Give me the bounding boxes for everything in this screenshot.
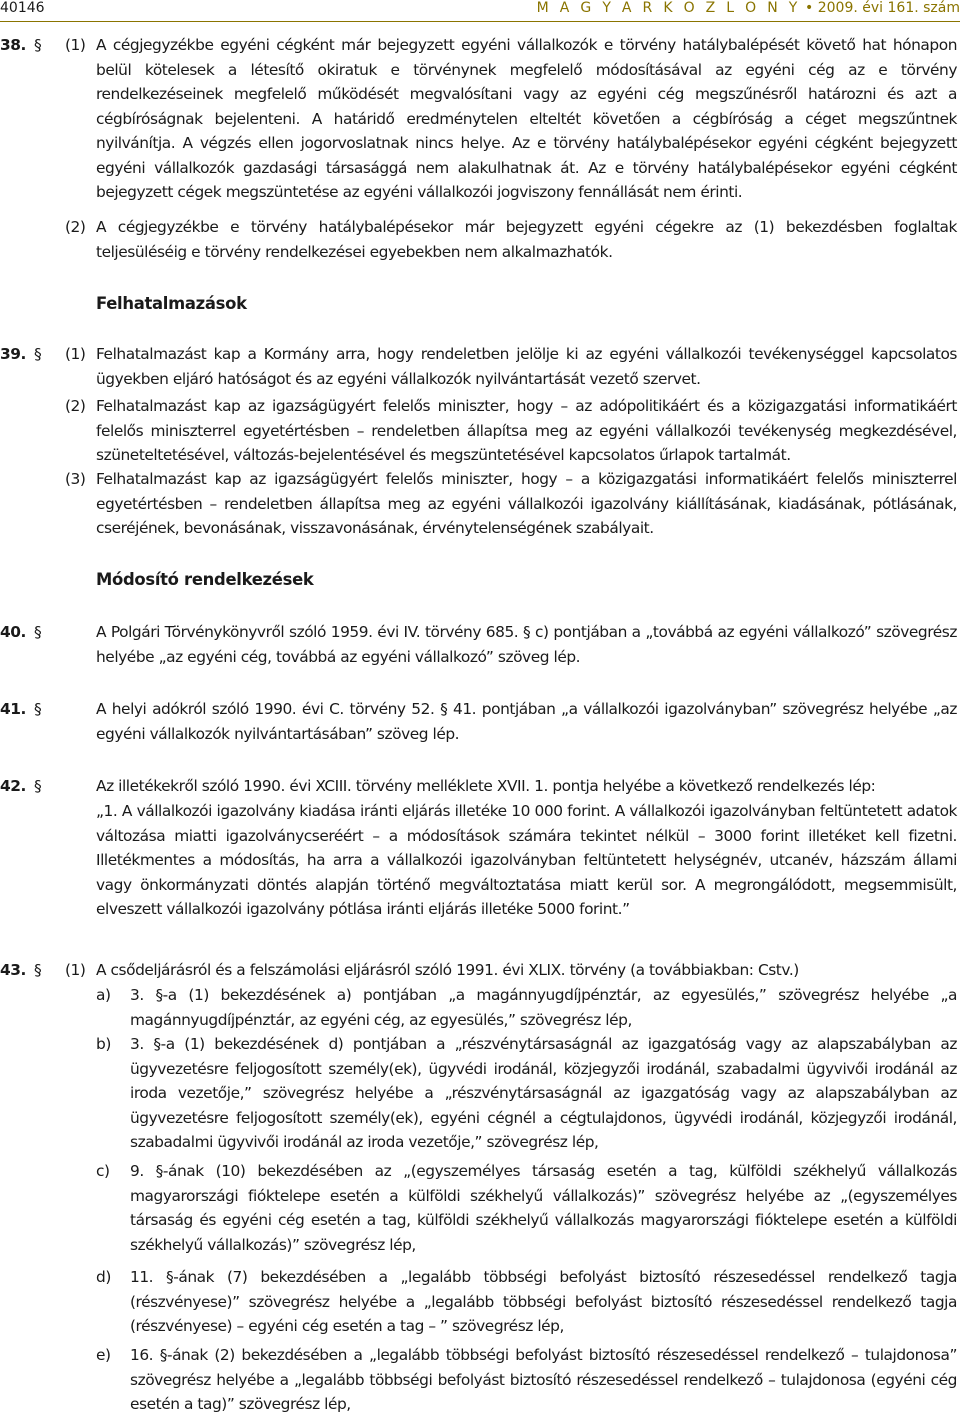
list-item: 11. §-ának (7) bekezdésében a „legalább többségi befolyást biztosító részesedéssel rendelkező tagja (részvényese)” szövegrész helyébe a „legalább többségi befolyást biztosító részesedéssel rendelkező tagja (részvényese) – egyéni cég esetén a tag – ” szövegrész lép, (130, 1268, 957, 1335)
publication-info (537, 0, 960, 16)
list-item: 3. §-a (1) bekezdésének a) pontjában „a magánnyugdíjpénztár, az egyesülés,” szövegrész helyébe „a magánnyugdíjpénztár, az egyéni cég, az egyesülés,” szövegrész lép, (130, 986, 957, 1029)
quoted-provision: „1. A vállalkozói igazolvány kiadása iránti eljárás illetéke 10 000 forint. A vállalkozói igazolványban feltüntetett adatok változása miatti igazolványcseréért – a módosítások számára tekintet nélkül – 3000 forint illetéket kell fizetni. Illetékmentes a módosítás, ha arra a vállalkozói igazolványban feltüntetett helységnév, utcanév, házszám állami vagy önkormányzati döntés alapján történő megváltoztatása miatt kerül sor. A megrongálódott, megsemmisült, elveszett vállalkozói igazolvány pótlása iránti eljárás illetéke 5000 forint.” (96, 802, 957, 918)
list-item: 3. §-a (1) bekezdésének d) pontjában a „részvénytársaságnál az igazgatóság vagy az alapszabályban az ügyvezetésre feljogosított személy(ek), ügyvédi irodánál, közjegyzői irodánál, szabadalmi ügyvivői irodánál az iroda vezetője,” szövegrész helyébe a „részvénytársaságnál az igazgatóság vagy az alapszabályban az ügyvezetésre feljogosított személy(ek), egyéni cégnél a cégtulajdonos, ügyvédi irodánál, közjegyzői irodánál, szabadalmi ügyvivői irodánál az iroda vezetője,” szövegrész lép, (130, 1035, 957, 1151)
section-sign: § (34, 345, 42, 363)
paragraph-text: Felhatalmazást kap az igazságügyért felelős miniszter, hogy – az adópolitikáért és a közigazgatási informatikáért felelős miniszterrel egyetértésben – rendeletben állapítsa meg az egyéni vállalkozói tevékenység megkezdésével, szüneteltetésével, változás-bejelentésével és megszüntetésével kapcsolatos űrlapok tartalmát. (96, 397, 957, 464)
paragraph-text: A helyi adókról szóló 1990. évi C. törvény 52. § 41. pontjában „a vállalkozói igazolványban” szövegrész helyébe „az egyéni vállalkozók nyilvántartásában” szöveg lép. (96, 700, 957, 743)
section-sign: § (34, 36, 42, 54)
paragraph-number: (1) (65, 36, 86, 54)
paragraph-text: Az illetékekről szóló 1990. évi XCIII. törvény melléklete XVII. 1. pontja helyébe a következő rendelkezés lép: (96, 777, 876, 795)
section-sign: § (34, 700, 42, 718)
paragraph-number: (2) (65, 397, 86, 415)
section-sign: § (34, 961, 42, 979)
list-item: 16. §-ának (2) bekezdésében a „legalább többségi befolyást biztosító részesedéssel rendelkező – tulajdonosa” szövegrész helyébe a „legalább többségi befolyást biztosító részesedéssel rendelkező – tulajdonosa (egyéni cég esetén a tag)” szövegrész lép, (130, 1346, 957, 1413)
item-label: d) (96, 1268, 111, 1286)
publication-name: M A G Y A R K Ö Z L Ö N Y (536, 0, 801, 16)
item-label: c) (96, 1162, 110, 1180)
paragraph-text: Felhatalmazást kap az igazságügyért felelős miniszter, hogy – a közigazgatási informatikáért felelős miniszterrel egyetértésben – rendeletben állapítsa meg az egyéni vállalkozói igazolvány kiállításának, kiadásának, pótlásának, cseréjének, bevonásának, visszavonásának, érvénytelenségének szabályait. (96, 470, 957, 537)
section-sign: § (34, 623, 42, 641)
paragraph-text: A Polgári Törvénykönyvről szóló 1959. évi IV. törvény 685. § c) pontjában a „továbbá az egyéni vállalkozó” szövegrész helyébe „az egyéni cég, továbbá az egyéni vállalkozó” szöveg lép. (96, 623, 957, 666)
paragraph-number: (1) (65, 345, 86, 363)
item-label: a) (96, 986, 111, 1004)
item-label: b) (96, 1035, 111, 1053)
section-number: 39. (0, 345, 26, 363)
page-number: 40146 (0, 0, 45, 16)
paragraph-number: (2) (65, 218, 86, 236)
paragraph-text: A cégjegyzékbe e törvény hatálybalépésekor már bejegyzett egyéni cégekre az (1) bekezdésben foglaltak teljesüléséig e törvény rendelkezései egyebekben nem alkalmazhatók. (96, 218, 957, 261)
section-title-felhatalmazasok: Felhatalmazások (96, 294, 247, 313)
list-item: 9. §-ának (10) bekezdésében az „(egyszemélyes társaság esetén a tag, külföldi székhelyű vállalkozás magyarországi fióktelepe esetén a külföldi székhelyű vállalkozás)” szövegrész helyébe az „(egyszemélyes társaság és egyéni cég esetén a tag, külföldi székhelyű vállalkozás magyarországi fióktelepe esetén a külföldi székhelyű vállalkozás)” szövegrész lép, (130, 1162, 957, 1254)
section-number: 41. (0, 700, 26, 718)
item-label: e) (96, 1346, 111, 1364)
header-rule (0, 21, 960, 22)
issue-info: • 2009. évi 161. szám (805, 0, 960, 16)
page-header (0, 0, 960, 22)
section-number: 40. (0, 623, 26, 641)
section-sign: § (34, 777, 42, 795)
section-number: 42. (0, 777, 26, 795)
paragraph-number: (1) (65, 961, 86, 979)
paragraph-text: Felhatalmazást kap a Kormány arra, hogy rendeletben jelölje ki az egyéni vállalkozói tevékenységgel kapcsolatos ügyekben eljáró hatóságot és az egyéni vállalkozók nyilvántartását vezető szervet. (96, 345, 957, 388)
section-number: 43. (0, 961, 26, 979)
paragraph-text: A csődeljárásról és a felszámolási eljárásról szóló 1991. évi XLIX. törvény (a továbbiakban: Cstv.) (96, 961, 799, 979)
paragraph-number: (3) (65, 470, 86, 488)
section-title-modosito: Módosító rendelkezések (96, 570, 314, 589)
paragraph-text: A cégjegyzékbe egyéni cégként már bejegyzett egyéni vállalkozók e törvény hatálybalépését követő hat hónapon belül kötelesek a létesítő okiratuk e törvénynek megfelelő módosításával az egyéni cég az e törvény rendelkezéseinek megfelelő működését megvalósítani vagy az egyéni cég megszűnésről határozni és azt a cégbíróságnak bejelenteni. A határidő eredménytelen elteltét követően a cégbíróság a céget megszűntnek nyilvánítja. A végzés ellen jogorvoslatnak nincs helye. Az e törvény hatálybalépésekor egyéni cégként bejegyzett egyéni vállalkozók gazdasági társasággá nem alakulhatnak át. Az e törvény hatálybalépésekor egyéni cégként bejegyzett cégek megszüntetése az egyéni vállalkozói jogviszony fennállását nem érinti. (96, 36, 957, 201)
section-number: 38. (0, 36, 26, 54)
